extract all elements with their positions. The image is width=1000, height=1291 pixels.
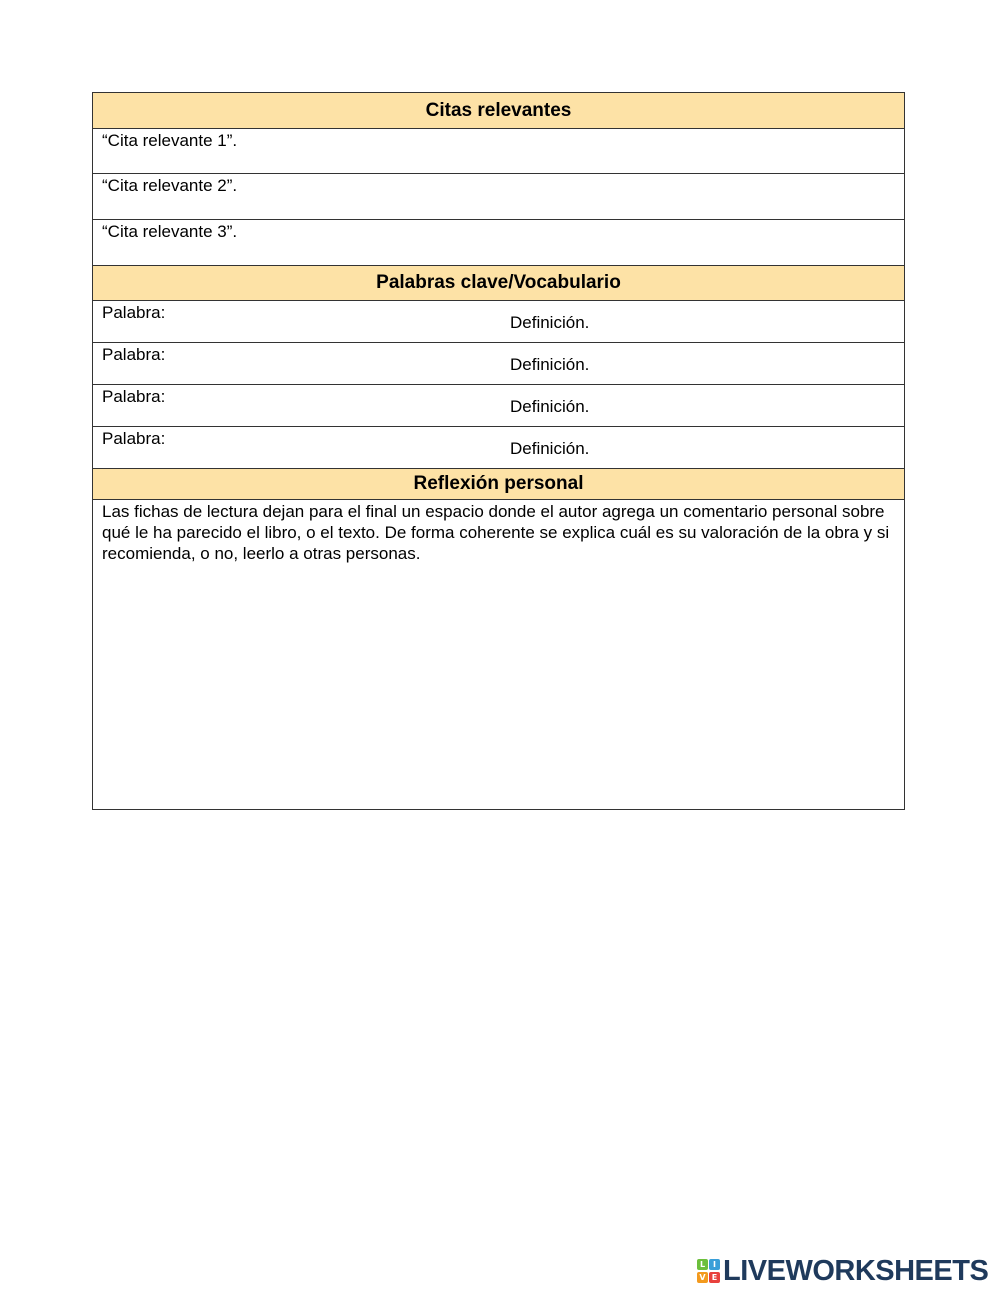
definition-label: Definición. — [510, 397, 590, 416]
quote-row[interactable] — [93, 129, 904, 174]
quotes-header — [93, 93, 904, 129]
vocabulary-header — [93, 266, 904, 301]
logo-block-l: L — [697, 1259, 708, 1270]
logo-blocks-icon — [697, 1259, 721, 1285]
word-label: Palabra: — [102, 345, 166, 364]
quote-text: “Cita relevante 1”. — [102, 131, 238, 150]
definition-label: Definición. — [510, 355, 590, 374]
logo-wordmark: LIVEWORKSHEETS — [723, 1255, 989, 1287]
quote-text: “Cita relevante 3”. — [102, 222, 238, 241]
reflection-text-area[interactable] — [93, 500, 904, 809]
logo-block-v: V — [697, 1272, 708, 1283]
reflection-header — [93, 469, 904, 500]
vocabulary-row[interactable] — [93, 427, 904, 469]
quote-text: “Cita relevante 2”. — [102, 176, 238, 195]
vocabulary-row[interactable] — [93, 343, 904, 385]
word-label: Palabra: — [102, 387, 166, 406]
word-label: Palabra: — [102, 303, 166, 322]
word-label: Palabra: — [102, 429, 166, 448]
logo-block-e: E — [709, 1272, 720, 1283]
quote-row[interactable] — [93, 174, 904, 220]
definition-label: Definición. — [510, 439, 590, 458]
quote-row[interactable] — [93, 220, 904, 266]
reading-record-table — [92, 92, 905, 810]
reflection-header-label: Reflexión personal — [413, 473, 584, 494]
definition-label: Definición. — [510, 313, 590, 332]
liveworksheets-logo — [697, 1255, 988, 1288]
quotes-header-label: Citas relevantes — [425, 99, 572, 121]
logo-block-i: I — [709, 1259, 720, 1270]
vocabulary-row[interactable] — [93, 301, 904, 343]
vocabulary-header-label: Palabras clave/Vocabulario — [376, 272, 621, 293]
reflection-text: Las fichas de lectura dejan para el final un espacio donde el autor agrega un comentario personal sobre qué le ha parecido el libro, o el texto. De forma coherente se explica cuál es su valoración de la obra y si recomienda, o no, leerlo a otras personas. — [102, 502, 890, 563]
vocabulary-row[interactable] — [93, 385, 904, 427]
